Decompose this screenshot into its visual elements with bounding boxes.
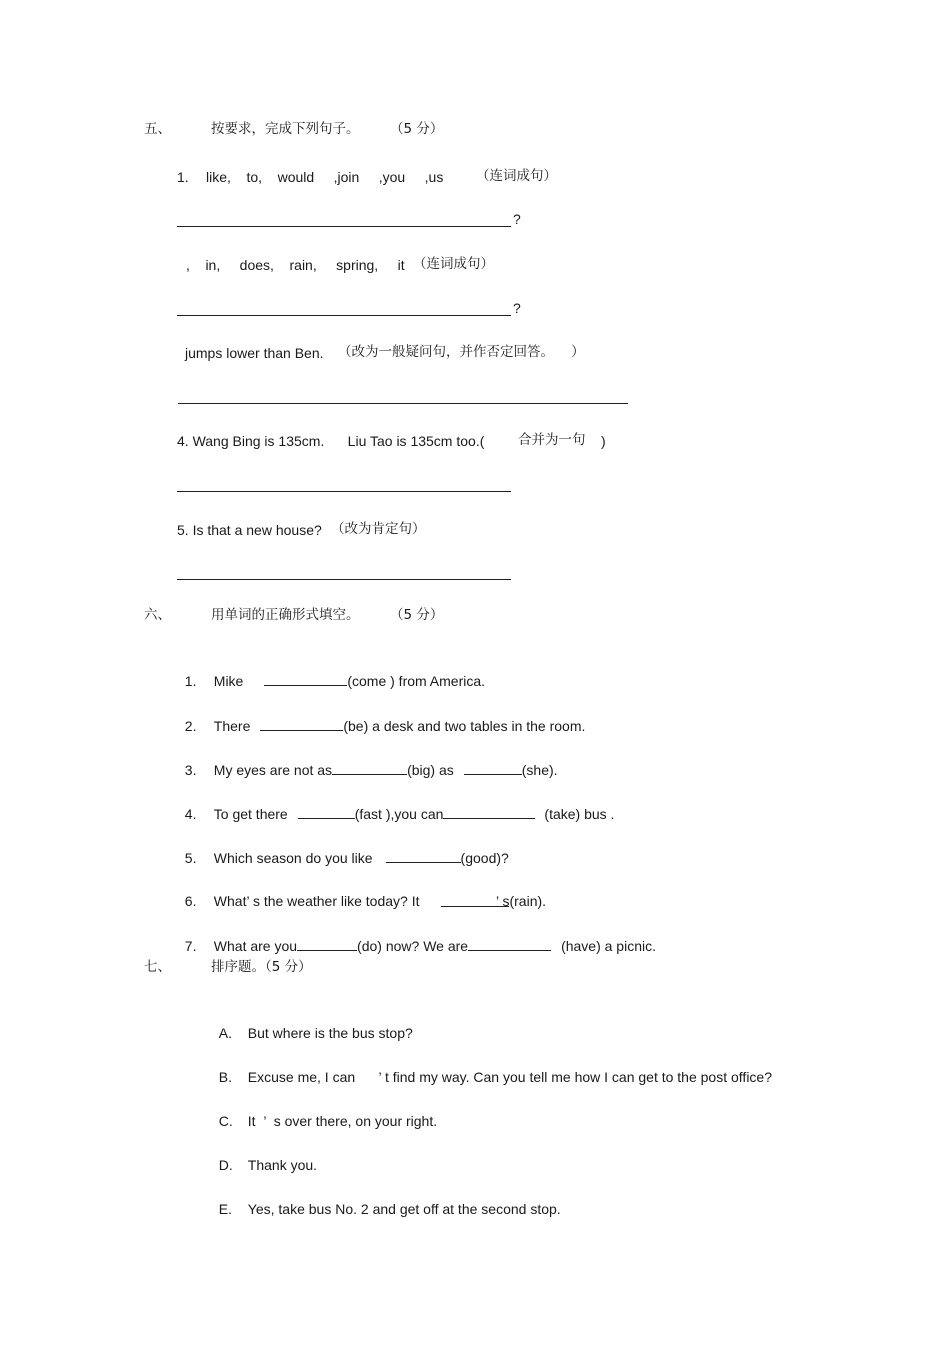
question-4-hint: 合并为一句	[518, 432, 586, 448]
fill-item-text: (big) as	[407, 762, 454, 778]
question-4-text: 4. Wang Bing is 135cm. Liu Tao is 135cm too.(	[177, 433, 485, 449]
fill-item-7	[177, 918, 656, 955]
fill-item-text: ’ s	[496, 893, 510, 909]
order-item-a	[211, 1006, 413, 1042]
question-2-end: ?	[513, 300, 521, 316]
fill-item-number: 7.	[184, 938, 197, 954]
fill-blank[interactable]	[297, 936, 357, 951]
answer-line-1[interactable]	[177, 226, 511, 227]
answer-line-4[interactable]	[177, 491, 511, 492]
fill-item-text: (fast ),you can	[354, 806, 444, 822]
section-6-number: 六、	[144, 607, 171, 623]
order-item-text: Yes, take bus No. 2 and get off at the second stop.	[247, 1201, 561, 1217]
section-7-title: 排序题。（5 分）	[211, 959, 312, 975]
order-item-text: Thank you.	[247, 1157, 318, 1173]
fill-item-text: What are you	[213, 938, 298, 954]
fill-blank[interactable]	[443, 804, 535, 819]
answer-line-5[interactable]	[177, 579, 511, 580]
section-6-title: 用单词的正确形式填空。	[211, 607, 360, 623]
question-1-end: ?	[513, 211, 521, 227]
answer-line-3[interactable]	[178, 403, 628, 404]
fill-blank[interactable]	[386, 848, 461, 863]
fill-item-1	[177, 653, 485, 690]
fill-blank[interactable]	[464, 760, 522, 775]
section-5-score: （5 分）	[390, 121, 444, 137]
fill-blank[interactable]	[260, 716, 343, 731]
fill-item-3	[177, 742, 558, 779]
fill-item-text: (have) a picnic.	[561, 938, 656, 954]
fill-item-text: Mike	[213, 673, 244, 689]
order-item-letter: D.	[218, 1157, 233, 1173]
fill-item-text: (take) bus .	[544, 806, 615, 822]
order-item-text: Excuse me, I can ’ t find my way. Can you tell me how I can get to the post office?	[247, 1069, 772, 1085]
fill-item-number: 4.	[184, 806, 197, 822]
order-item-c	[211, 1094, 437, 1130]
section-5-number: 五、	[144, 121, 171, 137]
section-6-score: （5 分）	[390, 607, 444, 623]
order-item-letter: B.	[218, 1069, 233, 1085]
fill-item-number: 5.	[184, 850, 197, 866]
question-5-hint: （改为肯定句）	[331, 521, 426, 537]
fill-item-text: To get there	[213, 806, 288, 822]
fill-item-text: (do) now? We are	[357, 938, 469, 954]
fill-item-text: (be) a desk and two tables in the room.	[343, 718, 586, 734]
order-item-e	[211, 1182, 561, 1218]
fill-blank[interactable]	[298, 804, 355, 819]
fill-item-text: What’ s the weather like today? It	[213, 893, 420, 909]
fill-item-number: 2.	[184, 718, 197, 734]
fill-item-2	[177, 698, 585, 735]
fill-item-text: Which season do you like	[213, 850, 373, 866]
fill-item-number: 3.	[184, 762, 197, 778]
answer-line-2[interactable]	[177, 315, 511, 316]
fill-item-5	[177, 830, 509, 867]
section-7-number: 七、	[144, 959, 171, 975]
fill-blank[interactable]	[468, 936, 551, 951]
order-item-b	[211, 1050, 772, 1086]
order-item-text: It ’ s over there, on your right.	[247, 1113, 438, 1129]
fill-item-text: (good)?	[460, 850, 509, 866]
fill-item-text: There	[213, 718, 251, 734]
order-item-d	[211, 1138, 317, 1174]
fill-item-text: (she).	[521, 762, 558, 778]
fill-blank[interactable]	[332, 760, 407, 775]
fill-item-number: 6.	[184, 893, 197, 909]
question-1-words: like, to, would ,join ,you ,us	[206, 169, 444, 185]
question-2-hint: （连词成句）	[413, 256, 494, 272]
fill-item-4	[177, 786, 614, 823]
order-item-letter: A.	[218, 1025, 233, 1041]
order-item-letter: C.	[218, 1113, 233, 1129]
fill-item-text: (come ) from America.	[347, 673, 486, 689]
fill-item-text: (rain).	[509, 893, 547, 909]
order-item-text: But where is the bus stop?	[247, 1025, 413, 1041]
section-5-title: 按要求，完成下列句子。	[211, 121, 360, 137]
question-4-close: )	[601, 433, 606, 449]
question-1-hint: （连词成句）	[476, 168, 557, 184]
fill-item-text: My eyes are not as	[213, 762, 333, 778]
question-2-words: , in, does, rain, spring, it	[186, 257, 405, 273]
fill-item-number: 1.	[184, 673, 197, 689]
fill-blank[interactable]	[264, 671, 347, 686]
question-1-number: 1.	[177, 169, 189, 185]
question-3-text: jumps lower than Ben.	[185, 345, 324, 361]
question-3-hint: （改为一般疑问句，并作否定回答。 ）	[338, 344, 585, 360]
order-item-letter: E.	[218, 1201, 233, 1217]
question-5-text: 5. Is that a new house?	[177, 522, 322, 538]
fill-item-6	[177, 874, 546, 910]
fill-blank[interactable]	[441, 892, 509, 907]
